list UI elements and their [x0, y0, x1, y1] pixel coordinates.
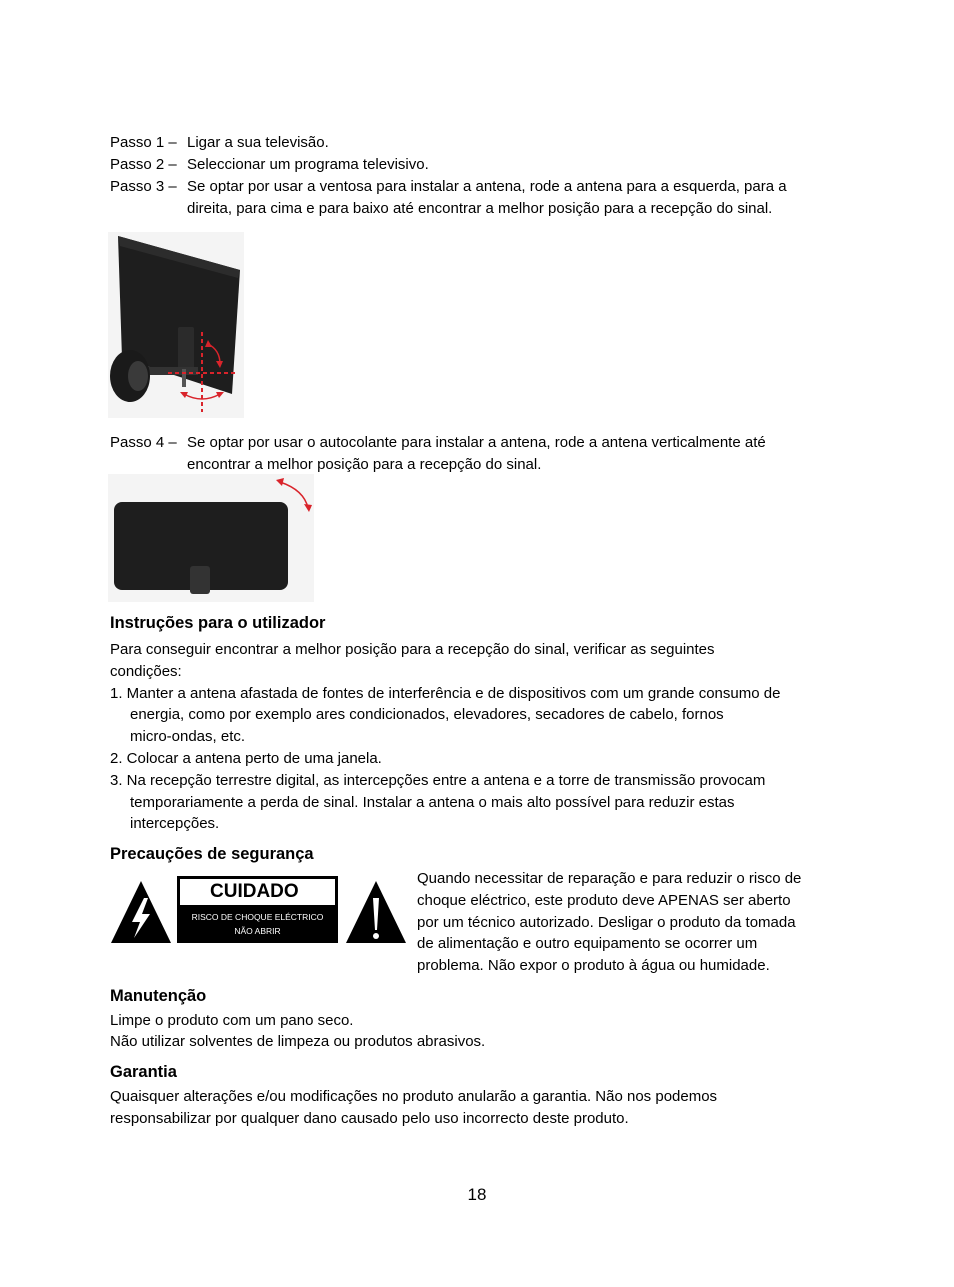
safety-text-line5: problema. Não expor o produto à água ou humidade. [417, 957, 770, 975]
instruction-item-1-line3: micro-ondas, etc. [130, 728, 246, 745]
caution-subtitle-line2: NÃO ABRIR [234, 926, 281, 936]
step-1-text: Ligar a sua televisão. [187, 134, 329, 151]
instruction-item-3-line2: temporariamente a perda de sinal. Instalar a antena o mais alto possível para reduzir estas [130, 794, 735, 811]
instructions-intro-line1: Para conseguir encontrar a melhor posição para a recepção do sinal, verificar as seguintes [110, 641, 715, 658]
instruction-item-1: 1. Manter a antena afastada de fontes de interferência e de dispositivos com um grande consumo de [110, 685, 781, 702]
step-3 [110, 177, 787, 197]
instructions-heading: Instruções para o utilizador [110, 614, 326, 632]
exclamation-warning-icon [345, 880, 407, 944]
safety-text [417, 868, 801, 977]
electric-shock-warning-icon [110, 880, 172, 944]
warranty-line2: responsabilizar por qualquer dano causado pelo uso incorrecto deste produto. [110, 1110, 629, 1127]
safety-text-line3: por um técnico autorizado. Desligar o produto da tomada [417, 913, 796, 931]
step-4-text-line2: encontrar a melhor posição para a recepção do sinal. [187, 456, 542, 473]
warranty-heading: Garantia [110, 1063, 177, 1081]
step-4 [110, 433, 766, 453]
instruction-item-1-line2: energia, como por exemplo ares condicionados, elevadores, secadores de cabelo, fornos [130, 706, 724, 723]
step-3-label: Passo 3 – [110, 178, 177, 195]
step-3-text-line1: Se optar por usar a ventosa para instalar a antena, rode a antena para a esquerda, para a [187, 178, 787, 195]
step-1 [110, 133, 329, 153]
safety-heading: Precauções de segurança [110, 845, 314, 863]
antenna-suction-cup-image [108, 232, 244, 418]
warranty-line1: Quaisquer alterações e/ou modificações no produto anularão a garantia. Não nos podemos [110, 1088, 718, 1105]
caution-title: CUIDADO [180, 879, 335, 905]
maintenance-line2: Não utilizar solventes de limpeza ou produtos abrasivos. [110, 1033, 486, 1050]
maintenance-heading: Manutenção [110, 987, 207, 1005]
caution-label [177, 876, 338, 943]
step-2 [110, 155, 429, 175]
instruction-item-3-line3: intercepções. [130, 815, 220, 832]
step-3-text-line2: direita, para cima e para baixo até encontrar a melhor posição para a recepção do sinal. [187, 200, 773, 217]
safety-text-line1: Quando necessitar de reparação e para reduzir o risco de [417, 870, 802, 887]
step-4-label: Passo 4 – [110, 434, 177, 451]
step-2-text: Seleccionar um programa televisivo. [187, 156, 429, 173]
instruction-item-3: 3. Na recepção terrestre digital, as intercepções entre a antena e a torre de transmissão provocam [110, 772, 766, 789]
safety-text-line2: choque eléctrico, este produto deve APENAS ser aberto [417, 891, 791, 909]
step-1-label: Passo 1 – [110, 134, 177, 151]
maintenance-line1: Limpe o produto com um pano seco. [110, 1012, 354, 1029]
step-2-label: Passo 2 – [110, 156, 177, 173]
caution-subtitle-line1: RISCO DE CHOQUE ELÉCTRICO [191, 912, 324, 922]
step-4-text-line1: Se optar por usar o autocolante para instalar a antena, rode a antena verticalmente até [187, 434, 766, 451]
antenna-flat-image [108, 474, 314, 602]
instructions-intro-line2: condições: [110, 663, 182, 680]
page-number: 18 [467, 1185, 487, 1204]
safety-text-line4: de alimentação e outro equipamento se ocorrer um [417, 935, 758, 953]
instruction-item-2: 2. Colocar a antena perto de uma janela. [110, 750, 382, 767]
